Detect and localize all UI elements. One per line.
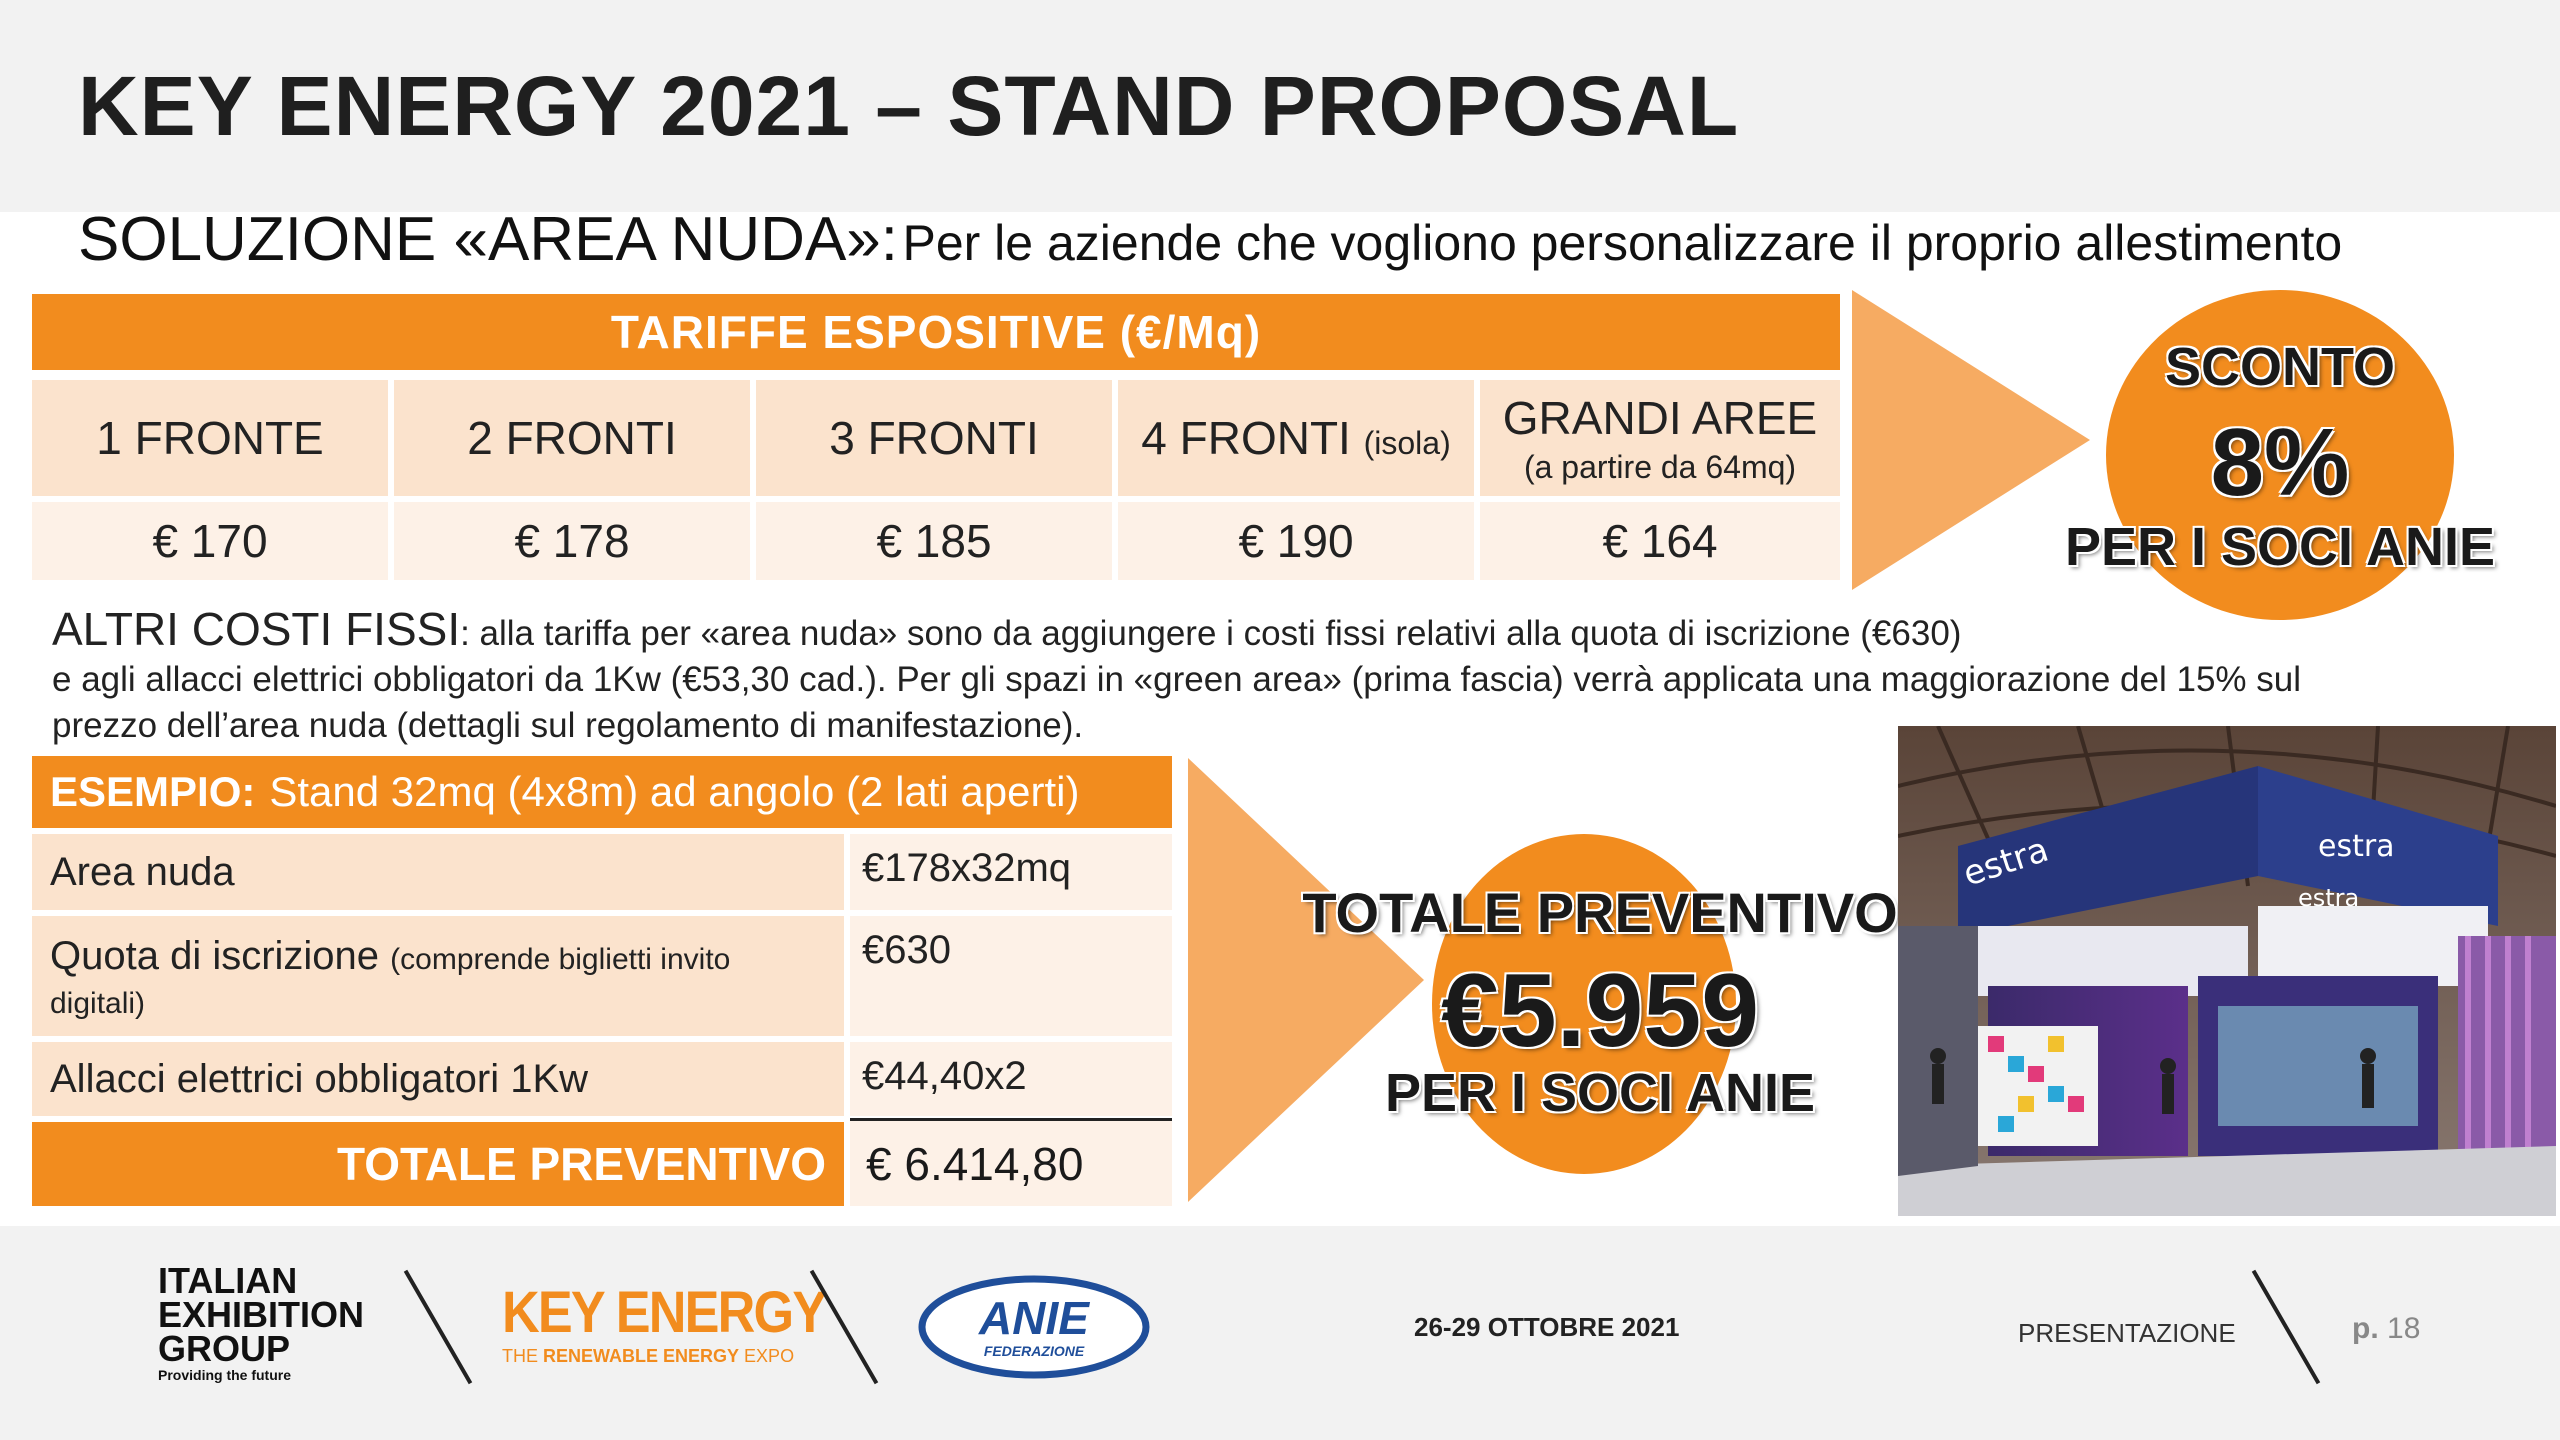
example-row-label — [32, 834, 844, 910]
tariff-label: 2 FRONTI — [467, 412, 677, 464]
event-date: 26-29 OTTOBRE 2021 — [1414, 1312, 1680, 1342]
example-row-text: Area nuda — [50, 849, 235, 894]
ieg-logo — [158, 1260, 365, 1384]
ieg-tagline: Providing the future — [158, 1367, 291, 1383]
ke-sub-text: THE — [502, 1346, 544, 1366]
photo-brand-text: estra — [2298, 884, 2360, 912]
tariff-col-3-label — [756, 380, 1112, 496]
example-row-value: €178x32mq — [850, 834, 1172, 910]
discount-label: SCONTO — [2164, 337, 2396, 397]
tariff-label: 3 FRONTI — [829, 412, 1039, 464]
subtitle — [78, 204, 2342, 275]
discount-value: 8% — [2210, 409, 2350, 516]
fixed-costs-line: prezzo dell’area nuda (dettagli sul regolamento di manifestazione). — [52, 706, 1084, 745]
subtitle-main: SOLUZIONE «AREA NUDA»: — [78, 205, 899, 274]
tariff-table-header: TARIFFE ESPOSITIVE (€/Mq) — [32, 294, 1840, 370]
tariff-price: € 185 — [756, 502, 1112, 580]
member-total-value: €5.959 — [1440, 953, 1760, 1069]
ieg-logo-line: EXHIBITION — [158, 1294, 365, 1335]
example-row-label — [32, 916, 844, 1036]
tariff-note: (isola) — [1363, 425, 1451, 461]
fixed-costs-line: e agli allacci elettrici obbligatori da 1Kw (€53,30 cad.). Per gli spazi in «green area» (prima fascia) verrà applicata una maggiorazione del 15% sul — [52, 660, 2301, 699]
ke-sub-text: EXPO — [739, 1346, 795, 1366]
example-row-note: digitali) — [50, 987, 146, 1020]
discount-note: PER I SOCI ANIE — [2064, 517, 2496, 577]
example-header-text: Stand 32mq (4x8m) ad angolo (2 lati aperti) — [269, 768, 1080, 815]
tariff-note: (a partire da 64mq) — [1523, 448, 1797, 485]
example-row-label — [32, 1042, 844, 1116]
tariff-col-5-label — [1480, 380, 1840, 496]
page-prefix: p. — [2352, 1312, 2379, 1345]
key-energy-logo-title: KEY ENERGY — [502, 1280, 826, 1345]
photo-brand-text: estra — [1958, 829, 2054, 895]
section-label: PRESENTAZIONE — [2018, 1318, 2236, 1348]
page-number-value: 18 — [2387, 1312, 2421, 1345]
fixed-costs-heading: ALTRI COSTI FISSI — [52, 603, 461, 655]
tariff-price: € 178 — [394, 502, 750, 580]
example-total-value: € 6.414,80 — [850, 1118, 1172, 1206]
ke-sub-bold: RENEWABLE ENERGY — [543, 1346, 740, 1366]
ieg-logo-line: ITALIAN — [158, 1260, 298, 1301]
tariff-price: € 170 — [32, 502, 388, 580]
tariff-col-4-label — [1118, 380, 1474, 496]
tariff-label: 1 FRONTE — [96, 412, 324, 464]
anie-logo-subtitle: FEDERAZIONE — [983, 1343, 1085, 1359]
example-total-label: TOTALE PREVENTIVO — [32, 1122, 844, 1206]
tariff-price: € 164 — [1480, 502, 1840, 580]
subtitle-rest: Per le aziende che vogliono personalizzare il proprio allestimento — [902, 215, 2343, 271]
tariff-label: GRANDI AREE — [1502, 391, 1818, 444]
example-row-value: €630 — [850, 916, 1172, 1036]
example-row-text: Allacci elettrici obbligatori 1Kw — [50, 1056, 589, 1101]
page-title: KEY ENERGY 2021 – STAND PROPOSAL — [78, 59, 1740, 153]
anie-logo — [916, 1272, 1152, 1382]
example-row-note: (comprende biglietti invito — [390, 943, 731, 976]
tariff-col-1-label — [32, 380, 388, 496]
tariff-col-2-label — [394, 380, 750, 496]
fixed-costs-line: : alla tariffa per «area nuda» sono da aggiungere i costi fissi relativi alla quota di iscrizione (€630) — [460, 614, 1962, 653]
member-total-label: TOTALE PREVENTIVO — [1302, 881, 1898, 944]
member-total-note: PER I SOCI ANIE — [1384, 1063, 1816, 1123]
key-energy-logo-subtitle — [502, 1346, 861, 1367]
page-number — [2352, 1312, 2420, 1346]
stand-photo — [1898, 726, 2556, 1216]
example-header-bold: ESEMPIO: — [50, 768, 256, 815]
anie-logo-title: ANIE — [979, 1292, 1089, 1344]
photo-brand-text: estra — [2318, 829, 2395, 864]
key-energy-logo — [502, 1280, 861, 1367]
example-row-value: €44,40x2 — [850, 1042, 1172, 1116]
example-table-header — [32, 756, 1172, 828]
ieg-logo-line: GROUP — [158, 1328, 291, 1369]
tariff-label: 4 FRONTI — [1141, 412, 1351, 464]
example-row-text: Quota di iscrizione — [50, 934, 380, 978]
tariff-price: € 190 — [1118, 502, 1474, 580]
